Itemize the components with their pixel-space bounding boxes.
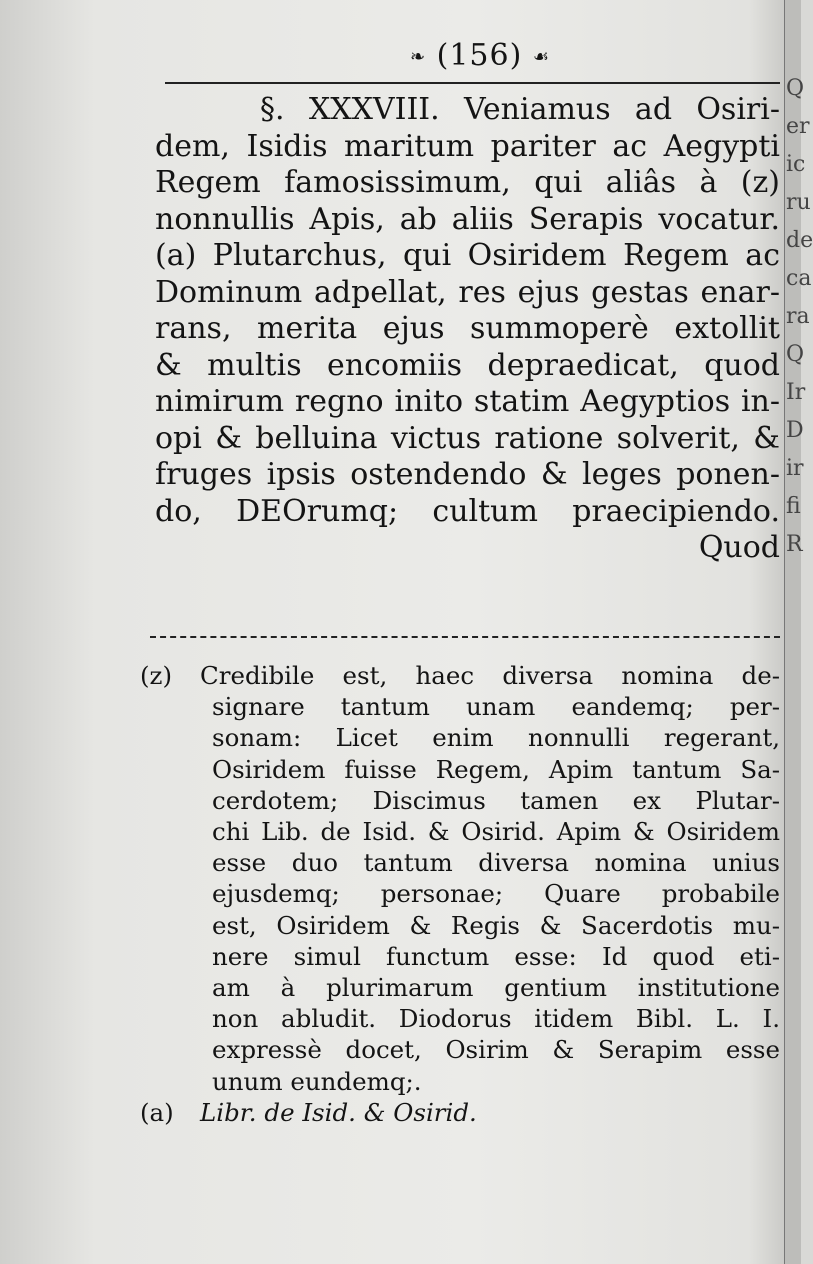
bleed-fragment: ra <box>786 304 810 329</box>
bleed-fragment: ru <box>786 190 811 215</box>
bleed-fragment: ic <box>786 152 806 177</box>
bleed-fragment: Q <box>786 342 805 367</box>
bleed-fragment: de <box>786 228 813 253</box>
bleed-fragment: ir <box>786 456 804 481</box>
footnote-rule <box>150 636 780 638</box>
footnote-line: ejusdemq; personae; Quare probabile <box>212 879 780 909</box>
text-line: & multis encomiis depraedicat, quod <box>155 347 780 383</box>
text-line: (a) Plutarchus, qui Osiridem Regem ac <box>155 238 780 273</box>
text-line: do, DEOrumq; cultum praecipiendo. <box>155 493 780 529</box>
text-line: Dominum adpellat, res ejus gestas enar- <box>155 274 780 310</box>
bleed-fragment: D <box>786 418 804 443</box>
text-line: nonnullis Apis, ab aliis Serapis vocatur. <box>155 201 780 237</box>
footnote-line: est, Osiridem & Regis & Sacerdotis mu- <box>212 910 780 940</box>
bleed-fragment: er <box>786 114 810 139</box>
footnote-a <box>140 1097 780 1128</box>
footnote-a-text: Libr. de Isid. & Osirid. <box>200 1097 477 1127</box>
page-number: (156) <box>436 38 523 73</box>
text-line: opi & belluina victus ratione solverit, & <box>155 420 780 456</box>
footnote-line: unum eundemq;. <box>212 1066 422 1096</box>
footnote-line: non abludit. Diodorus itidem Bibl. L. I. <box>212 1004 780 1034</box>
text-line: nimirum regno inito statim Aegyptios in- <box>155 384 780 419</box>
footnote-line: am à plurimarum gentium institutione <box>212 973 780 1003</box>
bleed-fragment: Ir <box>786 380 806 405</box>
text-line: rans, merita ejus summoperè extollit <box>155 311 780 346</box>
bleed-fragment: fi <box>786 494 801 519</box>
footnote-line: signare tantum unam eandemq; per- <box>212 692 780 722</box>
ornament-left-icon: ❧ <box>410 46 427 68</box>
footnote-line: chi Lib. de Isid. & Osirid. Apim & Osiridem <box>212 817 780 847</box>
ornament-right-icon: ☙ <box>532 46 550 68</box>
text-line: Regem famosissimum, qui aliâs à (z) <box>155 165 780 200</box>
bleed-fragment: R <box>786 532 803 557</box>
footnote-line: nere simul functum esse: Id quod eti- <box>212 941 780 971</box>
bleed-fragment: ca <box>786 266 812 291</box>
footnote-line: Osiridem fuisse Regem, Apim tantum Sa- <box>212 754 780 784</box>
footnote-line: sonam: Licet enim nonnulli regerant, <box>212 723 780 753</box>
adjacent-page-bleed <box>786 70 813 564</box>
page-header <box>360 38 600 73</box>
footnote-line: cerdotem; Discimus tamen ex Plutar- <box>212 785 780 815</box>
catchword: Quod <box>698 530 780 565</box>
footnote-marker-a: (a) <box>140 1097 174 1127</box>
text-line: fruges ipsis ostendendo & leges ponen- <box>155 457 780 492</box>
footnotes <box>140 660 780 1128</box>
footnote-line: Credibile est, haec diversa nomina de- <box>200 661 780 690</box>
footnote-marker-z: (z) <box>140 661 173 690</box>
text-line: dem, Isidis maritum pariter ac Aegypti <box>155 128 780 164</box>
footnote-line: expressè docet, Osirim & Serapim esse <box>212 1035 780 1065</box>
bleed-fragment: Q <box>786 76 805 101</box>
main-text <box>155 92 780 567</box>
text-line: §. XXXVIII. Veniamus ad Osiri- <box>260 92 780 127</box>
header-rule <box>165 82 780 84</box>
footnote-line: esse duo tantum diversa nomina unius <box>212 848 780 878</box>
footnote-z-first-line <box>140 660 780 691</box>
